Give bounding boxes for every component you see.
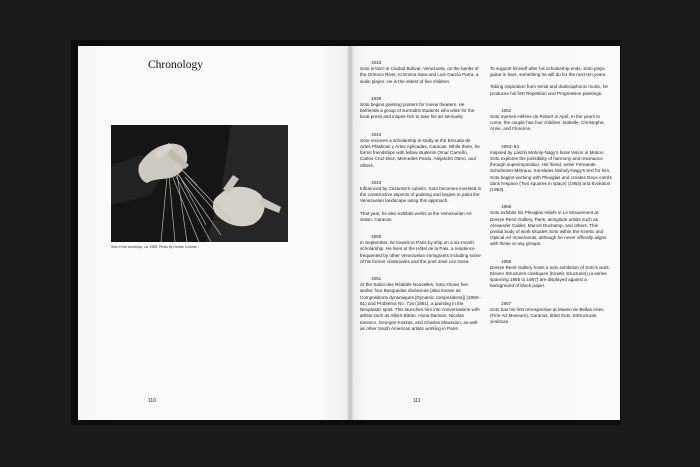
chronology-entry (360, 276, 482, 332)
chronology-entry (490, 108, 612, 133)
chronology-entry (360, 132, 482, 169)
photo-caption: Soto in his workshop, ca. 1965. Photo by Denise Colomb (111, 245, 197, 249)
entry-text: That year, he also exhibits works at the Venezuelan Art Salon, Caracas. (360, 210, 472, 222)
entry-year: 1939 (371, 95, 382, 101)
chronology-entry (360, 234, 482, 265)
chronology-column-1 (360, 60, 482, 343)
entry-year: 1943 (371, 179, 382, 185)
chronology-entry (490, 259, 612, 290)
entry-text: Soto exhibits his Plexiglas reliefs in Le Mouvement at Denise René Gallery, Paris, alongside artists such as Alexander Calder, Marcel Duchamp, and others. This pivotal body of work situates Soto within the Kinetic and Optical Art movements, although he never officially aligns with these or any groups. (490, 210, 607, 247)
entry-year: 1953–54 (501, 143, 519, 149)
entry-text: Inspired by László Moholy-Nagy's book Vision in Motion, Soto explores the possibility of harmony and resonance through superimposition. His friend, writer Fernande Schulmann-Métraux, translates Moholy-Nagy's text for him. Soto begins working with Plexiglas and creates Deux carrés dans l'espace (Two squares in space) (1953) and Evolution (1953). (490, 149, 612, 193)
chronology-entry (360, 96, 482, 121)
entry-year: 1950 (371, 234, 382, 240)
entry-text: Soto receives a scholarship to study at the Escuela de Artes Plásticas y Artes Aplicadas, Caracas. While there, he forms friendships with fellow students Omar Carreño, Carlos Cruz-Diez, Mercedes Pardo, Alejandro Otero, and others. (360, 137, 480, 168)
entry-text: Taking inspiration from serial and dodecaphonic music, he produces his first Repetition and Progression paintings. (490, 84, 608, 96)
entry-text: Denise René Gallery hosts a solo exhibition of Soto's work. Eleven Structures cinétiques (Kinetic structures) (a series spanning 1955 to 1957) are displayed against a background of black paper. (490, 264, 611, 289)
entry-year: 1952 (501, 107, 512, 113)
page-title: Chronology (148, 59, 203, 71)
chronology-entry (490, 204, 612, 247)
book-gutter (347, 46, 353, 420)
workshop-photo (111, 125, 288, 242)
chronology-entry (360, 60, 482, 85)
chronology-entry (490, 66, 612, 97)
entry-text: Influenced by Cézanne's cubism, Soto becomes invested in the constructive aspects of painting and begins to paint the Venezuelan landscape using this approach. (360, 186, 482, 204)
entry-year: 1955 (501, 204, 512, 210)
photo-hands-with-wires-icon (111, 125, 288, 242)
entry-text: In September, he travels to Paris by ship on a six-month scholarship. He lives at the Hôtel de la Paix, a residence frequented by other Venezuelan immigrants including some of his former classmates and the poet José Lira Sosa. (360, 240, 481, 264)
entry-text: Soto has his first retrospective at Museo de Bellas Artes (Fine Art Museum), Caracas, titled Soto. Estructuras cinéticas. (490, 306, 604, 325)
entry-year: 1956 (501, 258, 512, 264)
entry-text: Soto is born in Ciudad Bolívar, Venezuela, on the banks of the Orinoco River, to Emma Soto and Luis García Parra, a violin player. He is the eldest of five children. (360, 66, 479, 84)
entry-year: 1942 (371, 131, 382, 137)
chronology-entry (490, 301, 612, 326)
entry-text: At the Salon des Réalités Nouvelles, Soto shows five works: four Busquedas dinámicas (also known as Compositions dynamiques [Dynamic compositions]) (1950–51) and Problema No. 716 (1951), a painting in the Neoplastic spirit. This launches him into conversations with artists such as Albert Bitran, Horia Damian, Nicolas Ionesco, Georges Koskas, and Charles Maussion, as well as other South American artists working in Paris. (360, 282, 481, 331)
chronology-entry (360, 180, 482, 223)
entry-text: To support himself after his scholarship ends, Soto plays guitar in bars, something he will do for the next ten years. (490, 66, 607, 78)
entry-year: 1951 (371, 276, 382, 282)
page-number-right: 111 (413, 398, 421, 404)
entry-text: Soto begins painting posters for movie theaters. He befriends a group of surrealist students who write for the local press and inspire him to take his art seriously. (360, 102, 475, 120)
chronology-entry (490, 144, 612, 194)
entry-text: Soto marries Hélène de Robert in April. In the years to come, the couple has four children: Isabelle, Christophe, Anne, and Florence. (490, 114, 605, 132)
page-number-left: 110 (148, 398, 156, 404)
entry-year: 1923 (371, 60, 382, 65)
chronology-column-2 (490, 66, 612, 337)
entry-year: 1957 (501, 300, 512, 306)
